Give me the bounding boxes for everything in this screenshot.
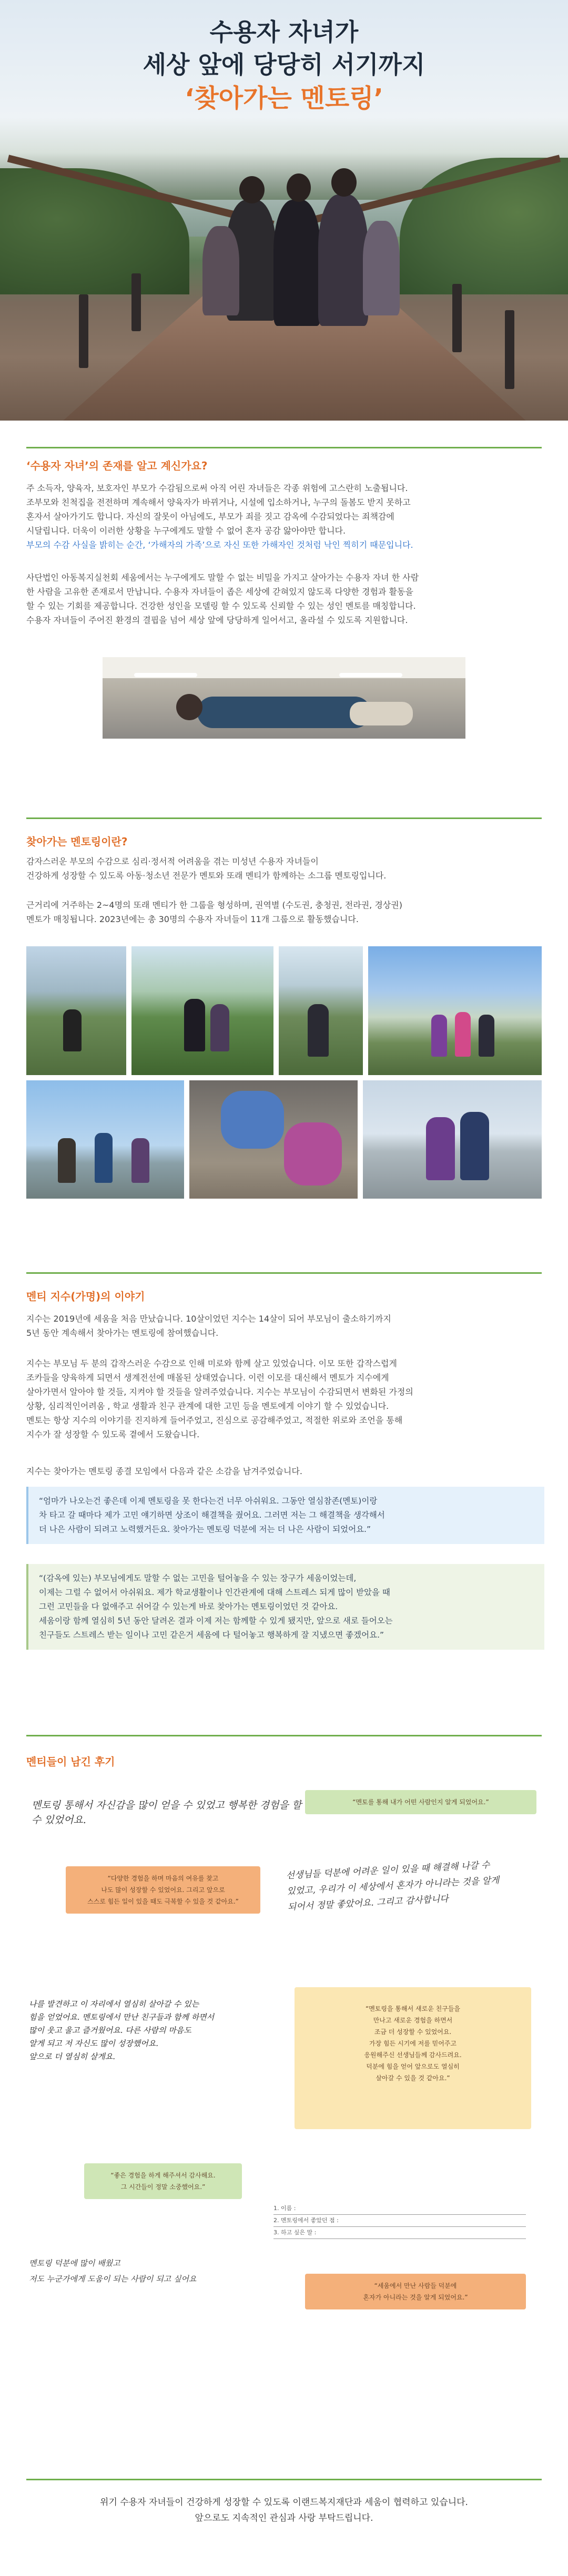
gallery-photo: [368, 946, 542, 1075]
quote-line: 세움이랑 함께 열심히 5년 동안 달려온 결과 이제 저는 함께할 수 있게 됐지만, 앞으로 새로 들어오는: [39, 1616, 393, 1626]
handwritten-review: 멘토링 통해서 자신감을 많이 얻을 수 있었고 행복한 경험을 할 수 있었어요.: [32, 1800, 302, 1826]
note-line: 응원해주신 선생님들께 감사드려요.: [364, 2051, 462, 2059]
awareness-paragraph-1: [26, 481, 544, 552]
hand-line: 나를 발견하고 이 자리에서 열심히 살아갈 수 있는: [29, 1999, 199, 2009]
section-divider: [26, 817, 542, 819]
hand-line: 앞으로 더 열심히 살게요.: [29, 2052, 115, 2061]
footer-line: 위기 수용자 자녀들이 건강하게 성장할 수 있도록 이랜드복지재단과 세움이 협력하고 있습니다.: [100, 2497, 468, 2508]
awareness-paragraph-2: [26, 570, 544, 627]
story-paragraph-3: 지수는 찾아가는 멘토링 종결 모임에서 다음과 같은 소감을 남겨주었습니다.: [26, 1466, 302, 1476]
hand-line: 저도 누군가에게 도움이 되는 사람이 되고 싶어요: [29, 2274, 197, 2284]
review-form: [273, 2203, 526, 2239]
review-note-orange: [305, 2274, 526, 2309]
footer-line: 앞으로도 지속적인 관심과 사랑 부탁드립니다.: [195, 2513, 373, 2523]
note-line: 만나고 새로운 경험을 하면서: [373, 2017, 453, 2024]
text-line: 사단법인 아동복지실천회 세움에서는 누구에게도 말할 수 없는 비밀을 가지고 살아가는 수용자 자녀 한 사람: [26, 573, 419, 582]
text-line: 지수는 2019년에 세움을 처음 만났습니다. 10살이었던 지수는 14살이 되어 부모님이 출소하기까지: [26, 1314, 391, 1324]
section-title-mentoring: 찾아가는 멘토링이란?: [26, 835, 128, 848]
hand-line: 되어서 정말 좋았어요. 그리고 감사합니다: [287, 1894, 449, 1913]
note-line: “좋은 경험을 하게 해주셔서 감사해요.: [110, 2172, 216, 2179]
story-paragraph-1: [26, 1312, 544, 1340]
section-divider: [26, 1735, 542, 1736]
text-line: 근거리에 거주하는 2~4명의 또래 멘티가 한 그룹을 형성하며, 권역별 (수도권, 충청권, 전라권, 경상권): [26, 900, 402, 910]
quote-line: 그런 고민들을 다 없애주고 쉬어갈 수 있는게 바로 찾아가는 멘토링이었던 것 같아요.: [39, 1602, 338, 1611]
section-title-awareness: ‘수용자 자녀’의 존재를 알고 계신가요?: [26, 459, 208, 472]
note-line: 살아갈 수 있을 것 같아요.”: [376, 2074, 450, 2082]
handwritten-review: [29, 1998, 266, 2063]
gallery-photo: [26, 946, 126, 1075]
activity-photo: [103, 657, 465, 739]
review-note-green: [84, 2163, 242, 2199]
section-title-story: 멘티 지수(가명)의 이야기: [26, 1290, 145, 1303]
hero-banner: [0, 0, 568, 421]
quote-line: 친구들도 스트레스 받는 일이나 고민 같은거 세움에 다 털어놓고 행복하게 잘 지냈으면 좋겠어요.”: [39, 1630, 384, 1640]
note-line: “다양한 경험을 하며 마음의 여유를 찾고: [107, 1875, 219, 1882]
note-line: 혼자가 아니라는 것을 알게 되었어요.”: [363, 2294, 468, 2301]
form-line: 2. 멘토링에서 좋았던 점 :: [273, 2215, 526, 2227]
highlight-text: 부모의 수감 사실을 밝히는 순간, ‘가해자의 가족’으로 자신 또한 가해자인 것처럼 낙인 찍히기 때문입니다.: [26, 540, 413, 550]
note-line: “세움에서 만난 사람들 덕분에: [374, 2282, 457, 2289]
hero-title-highlight: ‘찾아가는 멘토링’: [185, 84, 383, 113]
text-line: 혼자서 살아가기도 합니다. 자신의 잘못이 아님에도, 부모가 죄를 짓고 감옥에 수감되었다는 죄책감에: [26, 512, 394, 522]
quote-line: “엄마가 나오는건 좋은데 이제 멘토링을 못 한다는건 너무 아쉬워요. 그동안 열심참존(멘토)이랑: [39, 1496, 378, 1506]
review-note-yellow: [295, 1987, 531, 2129]
text-line: 시달립니다. 더욱이 이러한 상황을 누구에게도 말할 수 없어 혼자 공감 앓아야만 합니다.: [26, 526, 346, 536]
gallery-photo: [363, 1080, 542, 1199]
gallery-photo: [279, 946, 363, 1075]
note-line: 나도 많이 성장할 수 있었어요. 그리고 앞으로: [101, 1886, 225, 1894]
hero-title-line2: 세상 앞에 당당히 서기까지: [143, 50, 425, 79]
hero-title: [0, 16, 568, 116]
handwritten-review: [286, 1854, 551, 1915]
text-line: 5년 동안 계속해서 찾아가는 멘토링에 참여했습니다.: [26, 1328, 219, 1338]
note-line: 가장 힘든 시기에 저를 믿어주고: [369, 2040, 457, 2047]
form-line: 3. 하고 싶은 말 :: [273, 2227, 526, 2239]
handwritten-review: [29, 2255, 260, 2287]
note-line: “멘토링을 통해서 새로운 친구들을: [366, 2005, 460, 2012]
text-line: 살아가면서 알아야 할 것들, 지켜야 할 것들을 알려주었습니다. 지수는 부모님이 수감되면서 변화된 가정의: [26, 1387, 413, 1397]
note-line: 조금 더 성장할 수 있었어요.: [374, 2028, 452, 2036]
note-line: 스스로 힘든 일이 있을 때도 극복할 수 있을 것 같아요.”: [87, 1898, 239, 1905]
text-line: 감자스러운 부모의 수감으로 심리·정서적 어려움을 겪는 미성년 수용자 자녀들이: [26, 856, 319, 866]
story-paragraph-2: [26, 1356, 544, 1442]
hand-line: 선생님들 덕분에 어려운 일이 있을 때 해결해 나갈 수: [286, 1859, 490, 1882]
hand-line: 많이 웃고 울고 즐거웠어요. 다른 사람의 마음도: [29, 2026, 191, 2035]
review-note-green: “멘토를 통해 내가 어떤 사람인지 알게 되었어요.”: [305, 1790, 536, 1814]
footer: [0, 2495, 568, 2526]
text-line: 상황, 심리적인어려움 , 학교 생활과 친구 관계에 대한 고민 등을 멘토에게 이야기 할 수 있었습니다.: [26, 1401, 389, 1411]
hand-line: 알게 되고 저 자신도 많이 성장했어요.: [29, 2039, 158, 2048]
text-line: 멘토가 매칭됩니다. 2023년에는 총 30명의 수용자 자녀들이 11개 그룹으로 활동했습니다.: [26, 914, 359, 924]
hand-line: 있었고, 우리가 이 세상에서 혼자가 아니라는 것을 알게: [286, 1875, 500, 1897]
text-line: 할 수 있는 기회를 제공합니다. 건강한 성인을 모델링 할 수 있도록 신뢰할 수 있는 성인 멘토를 매칭합니다.: [26, 601, 416, 611]
text-line: 조카들을 양육하게 되면서 생계전선에 매몰된 상태였습니다. 이런 이모를 대신해서 멘토가 지수에게: [26, 1373, 389, 1383]
gallery-photo: [131, 946, 273, 1075]
text-line: 한 사람을 고유한 존재로서 만납니다. 수용자 자녀들이 좁은 세상에 갇혀있지 않도록 다양한 경험과 활동을: [26, 587, 413, 597]
text-line: 수용자 자녀들이 주어진 환경의 결핍을 넘어 세상 앞에 당당하게 일어서고, 올라설 수 있도록 지원합니다.: [26, 615, 408, 625]
section-divider: [26, 1272, 542, 1274]
quote-line: 더 나은 사람이 되려고 노력했거든요. 찾아가는 멘토링 덕분에 저는 더 나은 사람이 되었어요.”: [39, 1525, 371, 1534]
review-note-orange: [66, 1866, 260, 1914]
testimonial-quote-2: [26, 1564, 544, 1650]
note-line: 그 시간들이 정말 소중했어요.”: [120, 2183, 206, 2191]
text-line: 조부모와 친척집을 전전하며 계속해서 양육자가 바뀌거나, 시설에 입소하거나, 누구의 돌봄도 받지 못하고: [26, 497, 411, 507]
hero-title-line1: 수용자 자녀가: [209, 18, 359, 46]
gallery-photo: [189, 1080, 358, 1199]
quote-line: 차 타고 갈 때마다 제가 고민 얘기하면 상조이 해결책을 줬어요. 그러면 저는 그 해결책을 생각해서: [39, 1510, 385, 1520]
text-line: 지수는 부모님 두 분의 갑작스러운 수감으로 인해 미로와 함께 살고 있었습니다. 이모 또한 갑작스럽게: [26, 1358, 397, 1368]
section-title-reviews: 멘티들이 남긴 후기: [26, 1755, 115, 1768]
hand-line: 멘토링 덕분에 많이 배웠고: [29, 2258, 120, 2268]
section-divider: [26, 2479, 542, 2480]
mentoring-paragraph-2: [26, 898, 544, 926]
text-line: 주 소득자, 양육자, 보호자인 부모가 수감됨으로써 아직 어린 자녀들은 각종 위험에 고스란히 노출됩니다.: [26, 483, 408, 493]
quote-line: 이제는 그럴 수 없어서 아쉬워요. 제가 학교생활이나 인간관계에 대해 스트레스 되게 많이 받았을 때: [39, 1588, 390, 1597]
note-line: 덕분에 힘을 얻어 앞으로도 열심히: [366, 2063, 460, 2070]
testimonial-quote-1: [26, 1487, 544, 1544]
section-divider: [26, 447, 542, 448]
text-line: 멘토는 항상 지수의 이야기를 진지하게 들어주었고, 진심으로 공감해주었고, 적절한 위로와 조언을 통해: [26, 1415, 403, 1425]
text-line: 건강하게 성장할 수 있도록 아동·청소년 전문가 멘토와 또래 멘티가 함께하는 소그룹 멘토링입니다.: [26, 871, 387, 881]
gallery-photo: [26, 1080, 184, 1199]
form-line: 1. 이름 :: [273, 2203, 526, 2215]
hand-line: 힘을 얻었어요. 멘토링에서 만난 친구들과 함께 하면서: [29, 2012, 215, 2022]
mentoring-paragraph-1: [26, 854, 544, 883]
text-line: 지수가 잘 성장할 수 있도록 곁에서 도왔습니다.: [26, 1429, 200, 1439]
quote-line: “(감옥에 있는) 부모님에게도 말할 수 없는 고민을 털어놓을 수 있는 장구가 세움이었는데,: [39, 1573, 357, 1583]
